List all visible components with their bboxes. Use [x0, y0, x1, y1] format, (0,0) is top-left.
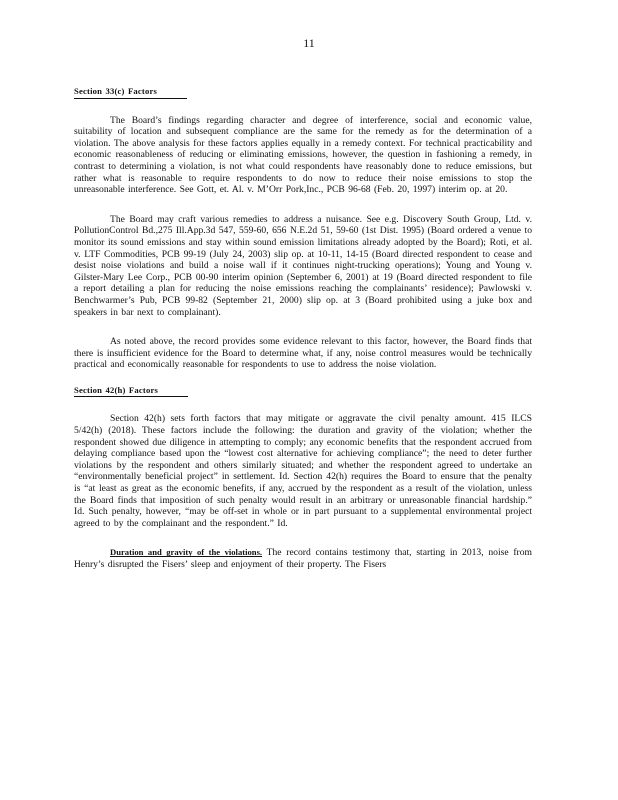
section-42h-heading	[74, 385, 532, 398]
section-33c-paragraph-3: As noted above, the record provides some evidence relevant to this factor, however, the Board finds that there is insufficient evidence for the Board to determine what, if any, noise control measures would be technically practical and economically reasonable for respondents to use to address the noise violation.	[74, 336, 532, 371]
section-33c-paragraph-1: The Board’s findings regarding character and degree of interference, social and economic value, suitability of location and subsequent compliance are the same for the remedy as for the determination of a violation. The above analysis for these factors applies equally in a remedy context. For technical practicability and economic reasonableness of reducing or eliminating emissions, however, the question in fashioning a remedy, in contrast to determining a violation, is not what could respondents have reasonably done to reduce emissions, but rather what is reasonable to require respondents to do now to reduce their noise emissions to stop the unreasonable interference. See Gott, et. Al. v. M’Orr Pork,Inc., PCB 96-68 (Feb. 20, 1997) interim op. at 20.	[74, 114, 532, 196]
duration-gravity-text: The record contains testimony that, starting in 2013, noise from Henry’s disrupted the Fisers’ sleep and enjoyment of their property. The Fisers	[74, 547, 532, 570]
section-42h-heading-text: Section 42(h) Factors	[74, 385, 188, 398]
section-33c-heading	[74, 86, 532, 99]
document-body	[74, 86, 532, 571]
section-42h-paragraph-1: Section 42(h) sets forth factors that may mitigate or aggravate the civil penalty amount. 415 ILCS 5/42(h) (2018). These factors include the following: the duration and gravity of the violation; whether the respondent showed due diligence in attempting to comply; any economic benefits that the respondent accrued from delaying compliance based upon the “lowest cost alternative for achieving compliance”; the need to deter further violations by the respondent and others similarly situated; and whether the respondent agreed to undertake an “environmentally beneficial project” in settlement. Id. Section 42(h) requires the Board to ensure that the penalty is “at least as great as the economic benefits, if any, accrued by the respondent as a result of the violation, unless the Board finds that imposition of such penalty would result in an arbitrary or unreasonable financial hardship.” Id. Such penalty, however, “may be off-set in whole or in part pursuant to a supplemental environmental project agreed to by the complainant and the respondent.” Id.	[74, 413, 532, 529]
page-number: 11	[303, 36, 315, 50]
section-33c-paragraph-2: The Board may craft various remedies to address a nuisance. See e.g. Discovery South Group, Ltd. v. PollutionControl Bd.,275 Ill.App.3d 547, 559-60, 656 N.E.2d 51, 59-60 (1st Dist. 1995) (Board ordered a venue to monitor its sound emissions and stay within sound emission limitations already adopted by the Board); Roti, et al. v. LTF Commodities, PCB 99-19 (July 24, 2003) slip op. at 10-11, 14-15 (Board directed respondent to cease and desist noise violations and build a noise wall if it continues night-trucking operations); Young and Young v. Gilster-Mary Lee Corp., PCB 00-90 interim opinion (September 6, 2001) at 19 (Board directed respondent to file a report detailing a plan for reducing the noise emissions reaching the complainants’ residence); Pawlowski v. Benchwarmer’s Pub, PCB 99-82 (September 21, 2000) slip op. at 3 (Board prohibited using a juke box and speakers in bar next to complainant).	[74, 213, 532, 318]
duration-gravity-lead: Duration and gravity of the violations.	[110, 547, 263, 558]
duration-gravity-paragraph	[74, 547, 532, 570]
section-33c-heading-text: Section 33(c) Factors	[74, 86, 187, 99]
